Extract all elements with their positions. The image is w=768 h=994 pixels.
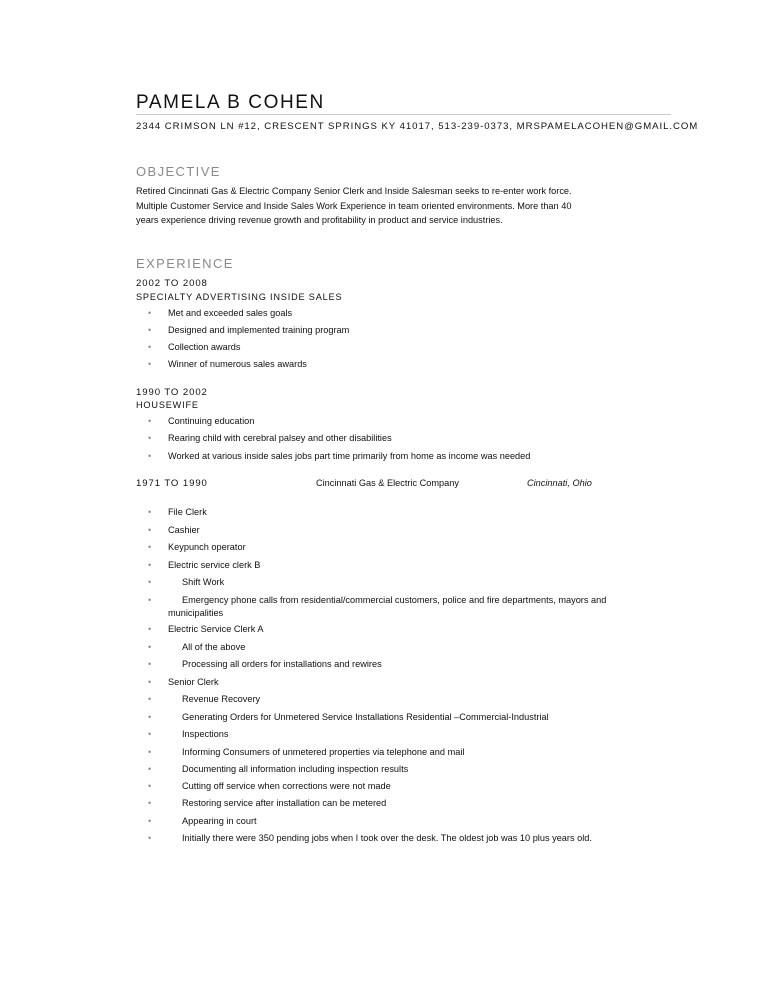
objective-line: Retired Cincinnati Gas & Electric Company Senior Clerk and Inside Salesman seeks to re-enter work force. (136, 186, 572, 196)
contact-line: 2344 CRIMSON LN #12, CRESCENT SPRINGS KY 41017, 513-239-0373, MRSPAMELACOHEN@GMAIL.COM (136, 121, 699, 132)
experience-heading: EXPERIENCE (136, 256, 234, 271)
job-period: 1990 TO 2002 (136, 387, 208, 398)
job-company: Cincinnati Gas & Electric Company (316, 478, 459, 488)
objective-line: years experience driving revenue growth and profitability in product and service industries. (136, 215, 503, 225)
job-location: Cincinnati, Ohio (527, 478, 592, 488)
objective-text (136, 184, 671, 228)
job-period: 1971 TO 1990 (136, 478, 208, 489)
job-role: SPECIALTY ADVERTISING INSIDE SALES (136, 292, 343, 302)
objective-heading: OBJECTIVE (136, 164, 221, 179)
job-period: 2002 TO 2008 (136, 278, 208, 289)
candidate-name: PAMELA B COHEN (136, 92, 325, 113)
objective-line: Multiple Customer Service and Inside Sales Work Experience in team oriented environments. More than 40 (136, 200, 572, 211)
header-divider (136, 114, 671, 115)
job-role: HOUSEWIFE (136, 400, 199, 410)
